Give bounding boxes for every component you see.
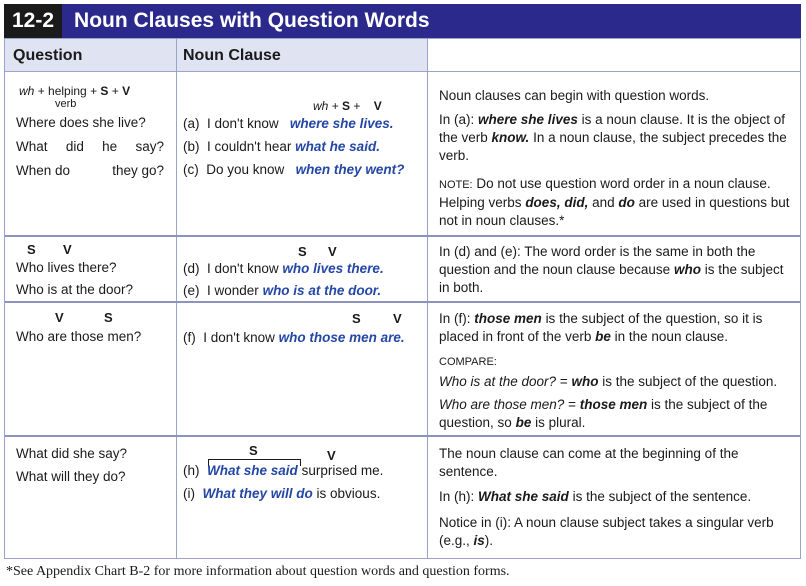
chart-number: 12-2 [4, 4, 62, 38]
noun-clause-column-header: Noun Clause [183, 47, 281, 64]
example-h: (h) What she said surprised me. [183, 463, 384, 478]
question-what-did: What did she say? [16, 446, 128, 461]
verb-marker: V [55, 310, 64, 325]
column-divider [176, 39, 177, 558]
example-f: (f) I don't know who those men are. [183, 330, 405, 345]
chart-title-bar [4, 4, 801, 38]
note-f: In (f): those men is the subject of the question, so it is placed in front of the verb be in the noun clause. [439, 311, 763, 344]
example-c: (c) Do you know when they went? [183, 162, 405, 177]
question-who-lives: Who lives there? [16, 260, 117, 275]
note-beginning: The noun clause can come at the beginning of the sentence. [439, 446, 739, 479]
question-who-are: Who are those men? [16, 329, 142, 344]
subject-marker: S [249, 443, 258, 458]
verb-marker: V [63, 242, 72, 257]
note-i: Notice in (i): A noun clause subject takes a singular verb (e.g., is). [439, 515, 774, 548]
compare-who-is: Who is at the door? = who is the subject of the question. [439, 374, 778, 389]
example-b: (b) I couldn't hear what he said. [183, 139, 380, 154]
note-h: In (h): What she said is the subject of the sentence. [439, 489, 752, 504]
row-divider [5, 71, 800, 72]
compare-label: COMPARE: [439, 356, 497, 368]
question-column-header: Question [13, 47, 83, 64]
compare-who-are: Who are those men? = those men is the subject of the question, so be is plural. [439, 397, 768, 430]
question-who-is: Who is at the door? [16, 282, 134, 297]
footnote: *See Appendix Chart B-2 for more information about question words and question forms. [6, 564, 510, 579]
note-d-e: In (d) and (e): The word order is the same in both the question and the noun clause because who is the subject in both. [439, 244, 784, 295]
question-formula: wh + helping + S + V [19, 84, 131, 98]
question-when: When do they go? [16, 163, 164, 178]
question-what: What did he say? [16, 139, 164, 154]
note-a: In (a): where she lives is a noun clause. It is the object of the verb know. In a noun clause, the subject precedes the verb. [439, 112, 787, 163]
subject-marker: S [104, 310, 113, 325]
clause-formula: wh + S + V [313, 99, 382, 113]
question-what-will: What will they do? [16, 469, 126, 484]
note-intro: Noun clauses can begin with question words. [439, 88, 710, 103]
column-divider [427, 39, 428, 558]
example-i: (i) What they will do is obvious. [183, 486, 381, 501]
example-a: (a) I don't know where she lives. [183, 116, 394, 131]
verb-marker: V [393, 311, 402, 326]
verb-marker: V [328, 244, 337, 259]
formula-verb-label: verb [55, 98, 77, 110]
subject-marker: S [298, 244, 307, 259]
grammar-table [4, 38, 801, 559]
row-divider [5, 435, 800, 437]
example-d: (d) I don't know who lives there. [183, 261, 384, 276]
row-divider [5, 301, 800, 303]
chart-title: Noun Clauses with Question Words [74, 9, 430, 32]
question-where: Where does she live? [16, 115, 146, 130]
subject-marker: S [27, 242, 36, 257]
row-divider [5, 235, 800, 237]
verb-marker: V [327, 448, 336, 463]
example-e: (e) I wonder who is at the door. [183, 283, 382, 298]
subject-marker: S [352, 311, 361, 326]
note-word-order: NOTE: Do not use question word order in a noun clause. Helping verbs does, did, and do are used in questions but not in noun clauses.* [439, 176, 790, 228]
